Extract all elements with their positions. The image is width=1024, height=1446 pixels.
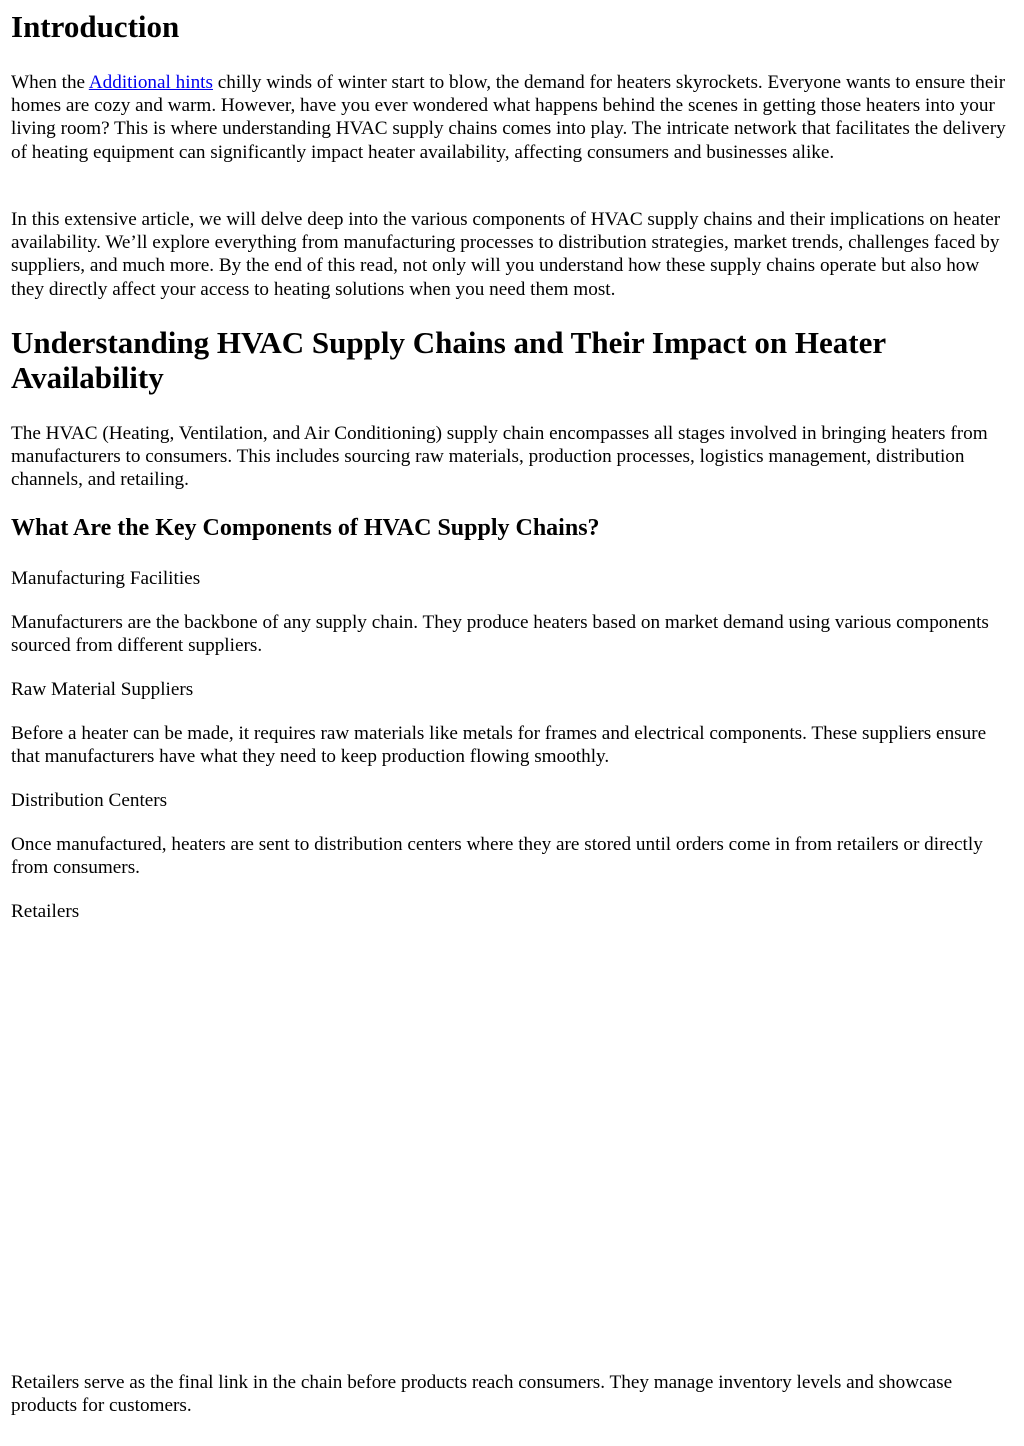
intro-paragraph-2: In this extensive article, we will delve deep into the various components of HVAC supply chains and their implications on heater availability. We’ll explore everything from manufacturing processes to distribution strategies, market trends, challenges faced by suppliers, and much more. By the end of this read, not only will you understand how these supply chains operate but also how they directly affect your access to heating solutions when you need them most.	[11, 209, 1001, 300]
retailers-label: Retailers	[11, 901, 80, 922]
raw-material-suppliers-label: Raw Material Suppliers	[11, 679, 194, 700]
key-components-heading: What Are the Key Components of HVAC Supply Chains?	[11, 515, 600, 541]
distribution-centers-label: Distribution Centers	[11, 790, 168, 811]
manufacturing-facilities-text: Manufacturers are the backbone of any supply chain. They produce heaters based on market demand using various components sourced from different suppliers.	[11, 612, 989, 657]
distribution-centers-text: Once manufactured, heaters are sent to distribution centers where they are stored until orders come in from retailers or directly from consumers.	[11, 834, 983, 879]
intro-heading: Introduction	[11, 9, 180, 44]
intro-text-rest: chilly winds of winter start to blow, the demand for heaters skyrockets. Everyone wants to ensure their homes are cozy and warm. However, have you ever wondered what happens behind the scenes in getting those heaters into your living room? This is where understanding HVAC supply chains comes into play. The intricate network that facilitates the delivery of heating equipment can significantly impact heater availability, affecting consumers and businesses alike.	[11, 72, 1006, 163]
raw-material-suppliers-text: Before a heater can be made, it requires raw materials like metals for frames and electrical components. These suppliers ensure that manufacturers have what they need to keep production flowing smoothly.	[11, 723, 987, 768]
intro-paragraph-1	[11, 71, 1006, 164]
intro-text-start: When the	[11, 72, 89, 93]
additional-hints-link[interactable]: Additional hints	[88, 72, 213, 93]
manufacturing-facilities-label: Manufacturing Facilities	[11, 568, 201, 589]
retailers-text: Retailers serve as the final link in the chain before products reach consumers. They manage inventory levels and showcase products for customers.	[11, 1372, 953, 1417]
section-heading: Understanding HVAC Supply Chains and Their Impact on Heater Availability	[11, 325, 886, 395]
section-paragraph: The HVAC (Heating, Ventilation, and Air Conditioning) supply chain encompasses all stages involved in bringing heaters from manufacturers to consumers. This includes sourcing raw materials, production processes, logistics management, distribution channels, and retailing.	[11, 423, 988, 491]
